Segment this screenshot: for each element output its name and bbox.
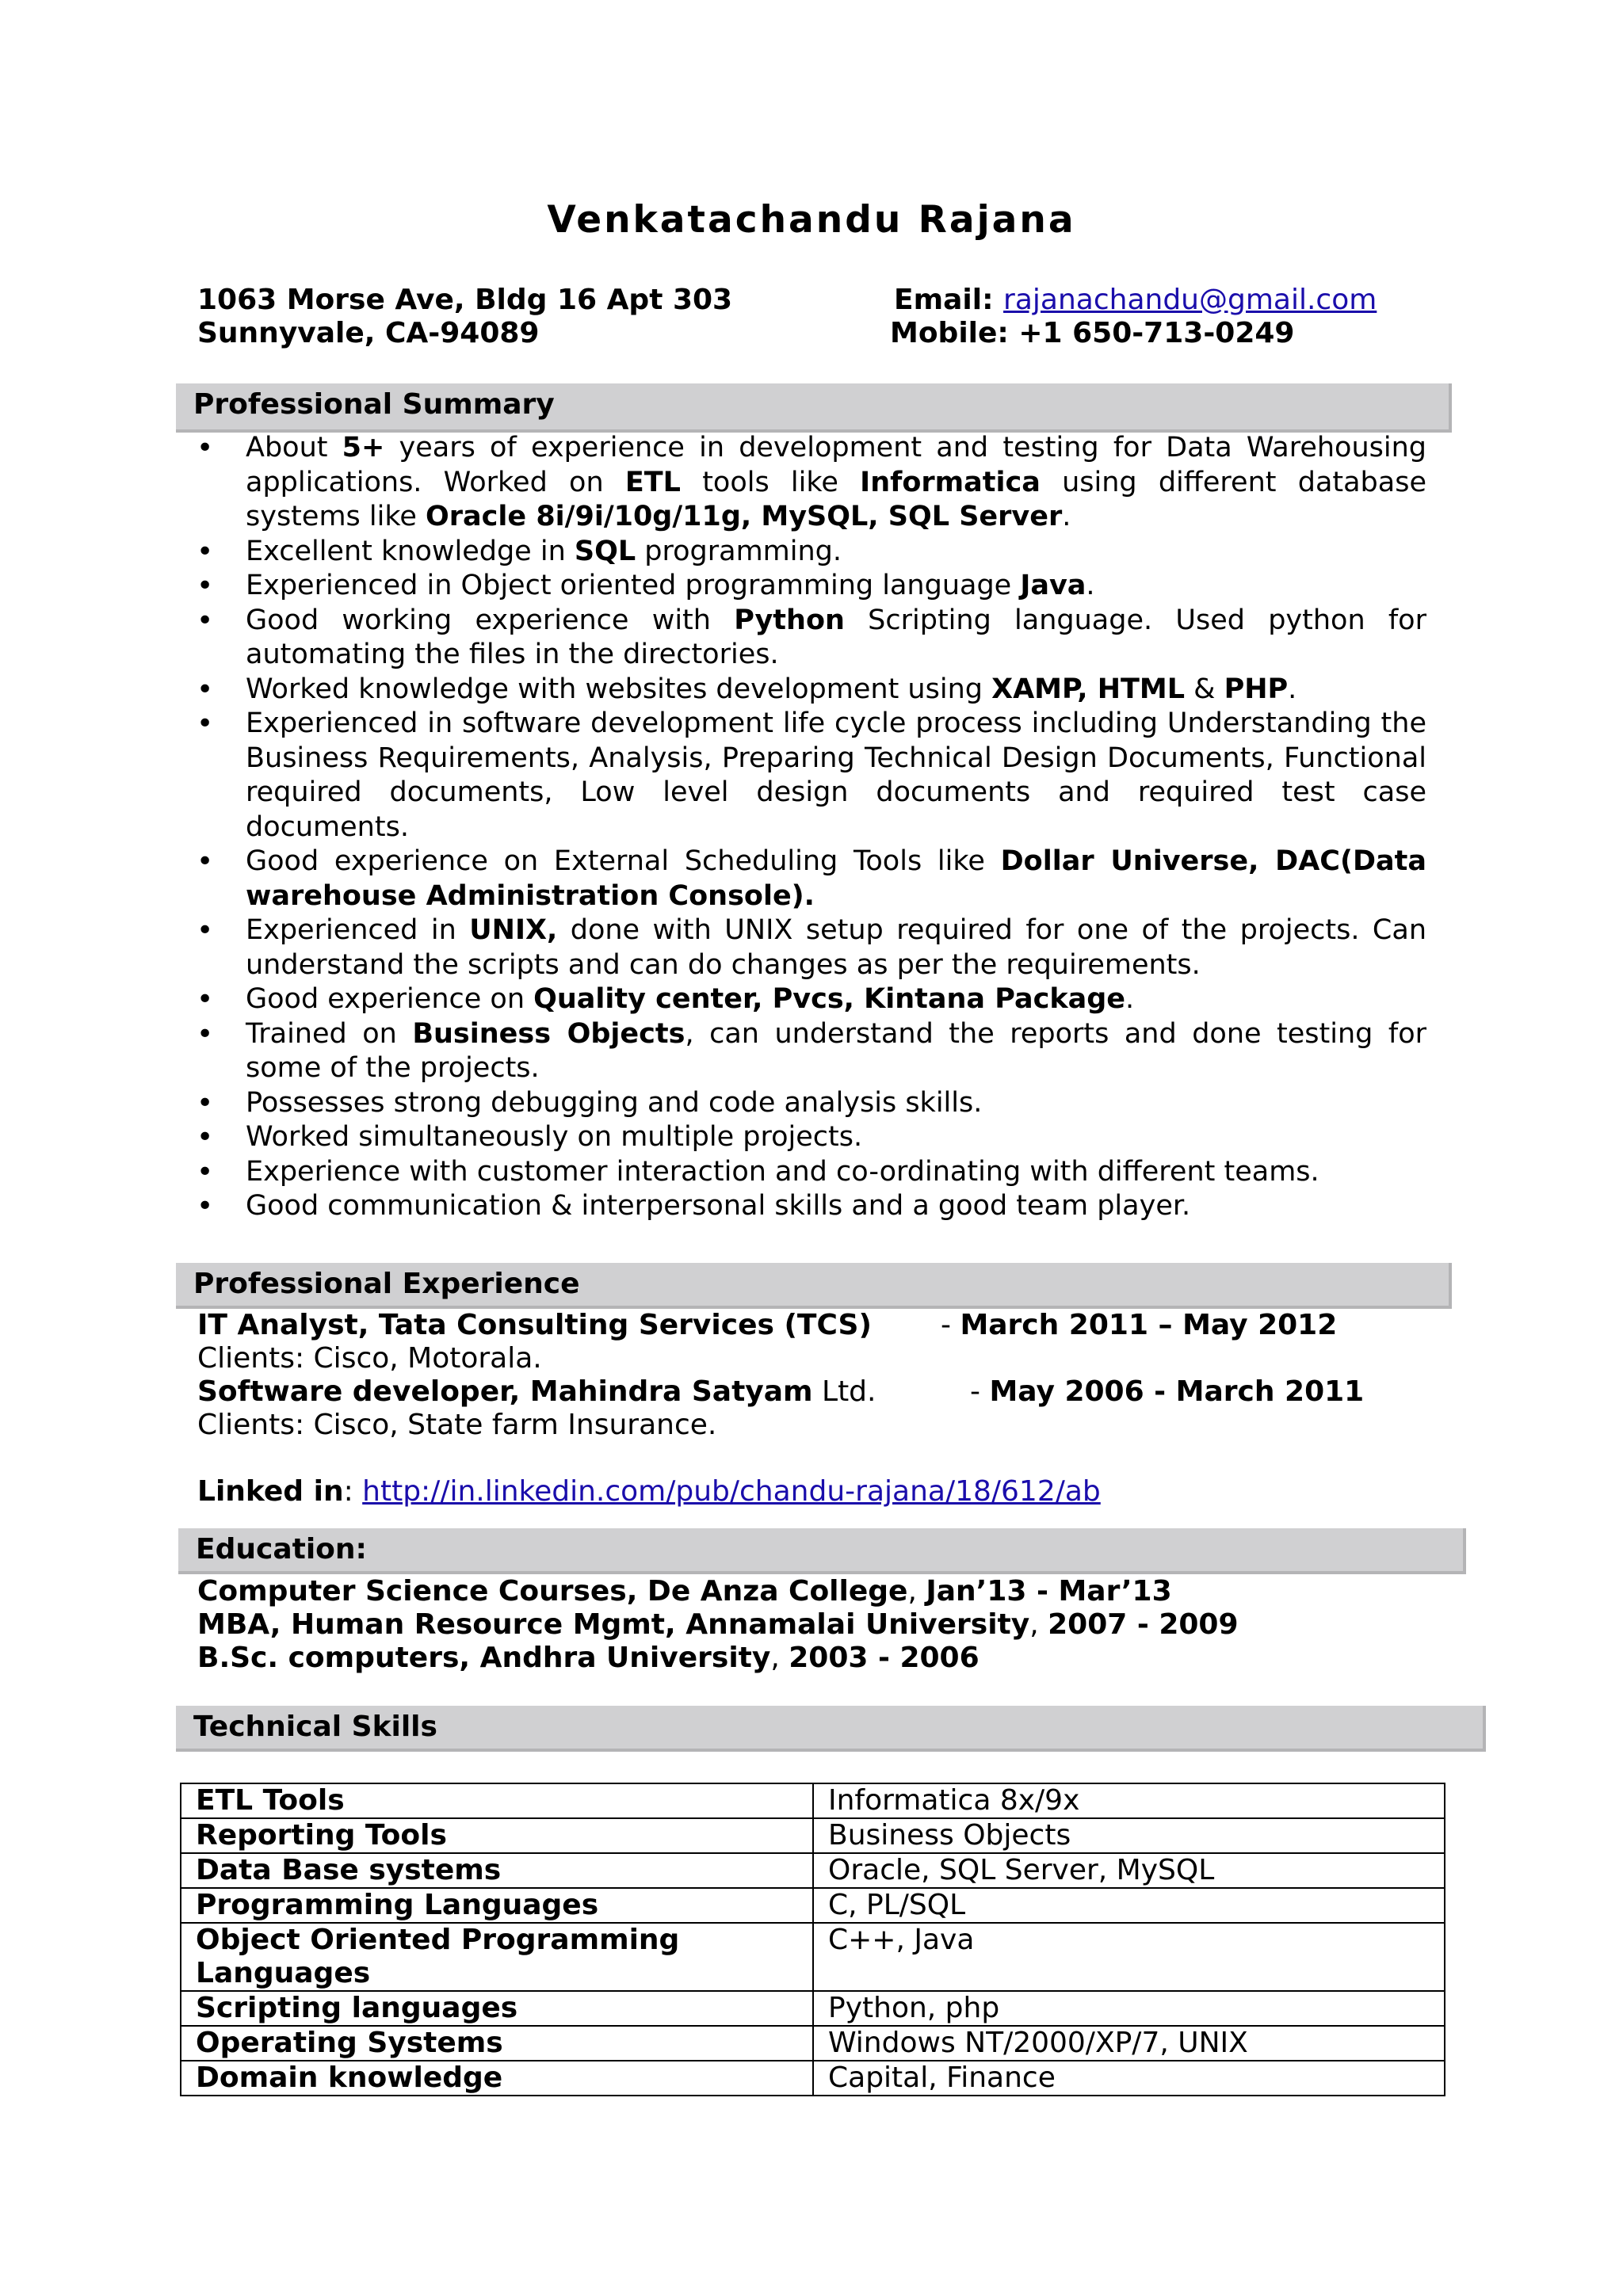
skill-category: Programming Languages (181, 1888, 813, 1923)
skill-category: Domain knowledge (181, 2061, 813, 2096)
summary-item-text (246, 1155, 1426, 1190)
summary-item (246, 673, 1426, 707)
education-row (197, 1575, 1172, 1608)
summary-item-text (246, 431, 1426, 535)
summary-item-text (246, 1120, 1426, 1155)
skill-value: C, PL/SQL (813, 1888, 1445, 1923)
table-row (181, 2061, 1445, 2096)
summary-item (246, 569, 1426, 604)
summary-text-run: Possesses strong debugging and code analysis skills. (246, 1086, 983, 1119)
summary-text-run: . (1288, 673, 1297, 705)
summary-text-run: Experienced in Object oriented programming language (246, 570, 1021, 601)
summary-item (246, 707, 1426, 845)
summary-text-run: Excellent knowledge in (246, 535, 575, 567)
summary-text-run: & (1185, 673, 1224, 705)
summary-text-run: Oracle 8i/9i/10g/11g, MySQL, SQL Server (426, 501, 1063, 532)
table-row (181, 1783, 1445, 1818)
table-row (181, 2026, 1445, 2061)
education-years: Jan’13 - Mar’13 (926, 1575, 1172, 1608)
education-years: 2003 - 2006 (789, 1642, 980, 1674)
education-degree: B.Sc. computers, Andhra University (197, 1642, 771, 1674)
address-line-2: Sunnyvale, CA-94089 (197, 317, 540, 349)
education-sep: , (770, 1642, 789, 1674)
summary-item (246, 1017, 1426, 1086)
summary-text-run: Good communication & interpersonal skills and a good team player. (246, 1190, 1191, 1222)
job2-title (197, 1375, 876, 1409)
email-line (894, 284, 1377, 317)
summary-text-run: years of experience in development and testing for Data Warehousing applications. Worked on (246, 432, 1426, 498)
summary-text-run: Worked knowledge with websites development using (246, 673, 992, 705)
education-years: 2007 - 2009 (1048, 1608, 1239, 1641)
summary-item (246, 1155, 1426, 1190)
linkedin-line (197, 1475, 1101, 1508)
email-label: Email: (894, 284, 994, 316)
summary-text-run: Good experience on (246, 983, 534, 1015)
summary-text-run: programming. (636, 535, 842, 567)
resume-name: Venkatachandu Rajana (547, 198, 1076, 242)
summary-item (246, 431, 1426, 535)
section-education: Education: (178, 1528, 1466, 1574)
job1-dates-prefix: - (941, 1309, 960, 1341)
job2-dates-prefix: - (970, 1375, 990, 1408)
job2-dates (970, 1375, 1364, 1409)
summary-text-run: Scripting language. Used python for automating the files in the directories. (246, 604, 1426, 670)
summary-text-run: , can understand the reports and done testing for some of the projects. (246, 1017, 1427, 1084)
summary-text-run: Java (1020, 570, 1086, 601)
summary-text-run: Worked simultaneously on multiple projects. (246, 1121, 863, 1153)
table-row (181, 1991, 1445, 2026)
summary-text-run: SQL (574, 535, 636, 567)
summary-text-run: Quality center, Pvcs, Kintana Package (533, 983, 1126, 1015)
summary-text-run: Business Objects (412, 1017, 685, 1050)
summary-text-run: tools like (680, 466, 861, 498)
table-row (181, 1888, 1445, 1923)
education-row (197, 1642, 980, 1675)
summary-text-run: XAMP, HTML (991, 673, 1186, 705)
job2-title-main: Software developer, Mahindra Satyam (197, 1375, 813, 1408)
education-sep: , (907, 1575, 926, 1608)
job1-title: IT Analyst, Tata Consulting Services (TCS) (197, 1309, 872, 1341)
summary-item-text (246, 1086, 1426, 1121)
section-professional-summary: Professional Summary (176, 383, 1452, 433)
address-line-1: 1063 Morse Ave, Bldg 16 Apt 303 (197, 284, 733, 316)
summary-item-text (246, 569, 1426, 604)
job2-title-suffix: Ltd. (812, 1375, 876, 1408)
summary-item (246, 535, 1426, 570)
skill-category: Operating Systems (181, 2026, 813, 2061)
summary-text-run: Experience with customer interaction and co-ordinating with different teams. (246, 1155, 1319, 1188)
summary-text-run: Experienced in software development life cycle process including Understanding the Business Requirements, Analysis, Preparing Technical Design Documents, Functional required documents, Low level design documents and required test case documents. (246, 707, 1426, 843)
summary-text-run: . (1062, 501, 1071, 532)
section-technical-skills: Technical Skills (176, 1706, 1486, 1752)
skill-category: ETL Tools (181, 1783, 813, 1818)
summary-item (246, 1086, 1426, 1121)
summary-text-run: Good working experience with (246, 604, 735, 636)
skill-value: Python, php (813, 1991, 1445, 2026)
summary-text-run: Dollar Universe, DAC(Data warehouse Administration Console). (246, 845, 1427, 912)
linkedin-link[interactable]: http://in.linkedin.com/pub/chandu-rajana/18/612/ab (362, 1475, 1101, 1508)
summary-item (246, 1120, 1426, 1155)
summary-item-text (246, 673, 1426, 707)
summary-list (246, 431, 1426, 1224)
summary-text-run: Informatica (860, 466, 1041, 498)
skill-value: Capital, Finance (813, 2061, 1445, 2096)
skills-table (180, 1783, 1445, 2096)
summary-text-run: Python (734, 604, 845, 636)
summary-text-run: UNIX, (469, 914, 558, 946)
summary-item (246, 982, 1426, 1017)
job2-dates-value: May 2006 - March 2011 (989, 1375, 1365, 1408)
email-link[interactable]: rajanachandu@gmail.com (1003, 284, 1377, 316)
summary-item (246, 845, 1426, 913)
linkedin-label: Linked in (197, 1475, 344, 1508)
skill-value: C++, Java (813, 1923, 1445, 1991)
summary-text-run: using different database systems like (246, 466, 1426, 532)
summary-item (246, 913, 1426, 982)
skill-category: Data Base systems (181, 1853, 813, 1888)
summary-text-run: Experienced in (246, 914, 470, 946)
summary-item (246, 1189, 1426, 1224)
skill-value: Business Objects (813, 1818, 1445, 1853)
education-degree: MBA, Human Resource Mgmt, Annamalai University (197, 1608, 1030, 1641)
education-degree: Computer Science Courses, De Anza College (197, 1575, 908, 1608)
skill-value: Informatica 8x/9x (813, 1783, 1445, 1818)
table-row (181, 1853, 1445, 1888)
education-sep: , (1029, 1608, 1048, 1641)
skill-category: Reporting Tools (181, 1818, 813, 1853)
summary-text-run: Good experience on External Scheduling Tools like (246, 845, 1001, 877)
section-professional-experience: Professional Experience (176, 1263, 1452, 1309)
skill-category: Object Oriented Programming Languages (181, 1923, 813, 1991)
summary-text-run: About (246, 432, 342, 463)
summary-item-text (246, 604, 1426, 673)
summary-text-run: . (1125, 983, 1135, 1015)
linkedin-sep: : (343, 1475, 363, 1508)
summary-item-text (246, 845, 1426, 913)
job2-clients: Clients: Cisco, State farm Insurance. (197, 1409, 717, 1441)
mobile-line: Mobile: +1 650-713-0249 (890, 317, 1295, 349)
summary-text-run: done with UNIX setup required for one of the projects. Can understand the scripts and can do changes as per the requirements. (246, 914, 1426, 981)
summary-item-text (246, 707, 1426, 845)
skill-category: Scripting languages (181, 1991, 813, 2026)
summary-item-text (246, 913, 1426, 982)
table-row (181, 1818, 1445, 1853)
summary-item-text (246, 535, 1426, 570)
summary-item-text (246, 1189, 1426, 1224)
job1-dates (941, 1309, 1337, 1342)
job1-dates-value: March 2011 – May 2012 (960, 1309, 1338, 1341)
education-row (197, 1608, 1239, 1642)
summary-text-run: . (1086, 570, 1095, 601)
summary-item-text (246, 982, 1426, 1017)
skill-value: Oracle, SQL Server, MySQL (813, 1853, 1445, 1888)
summary-item-text (246, 1017, 1426, 1086)
summary-text-run: PHP (1224, 673, 1289, 705)
job1-clients: Clients: Cisco, Motorala. (197, 1342, 542, 1375)
summary-item (246, 604, 1426, 673)
table-row (181, 1923, 1445, 1991)
summary-text-run: 5+ (342, 432, 385, 463)
summary-text-run: Trained on (246, 1017, 413, 1050)
skill-value: Windows NT/2000/XP/7, UNIX (813, 2026, 1445, 2061)
summary-text-run: ETL (624, 466, 681, 498)
